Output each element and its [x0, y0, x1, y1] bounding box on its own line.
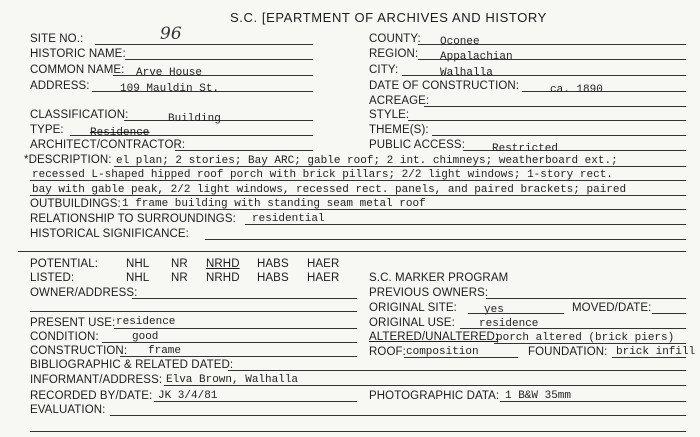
- address-label: ADDRESS:: [30, 80, 90, 92]
- classification-value: Building: [168, 113, 221, 125]
- evaluation-line-2: [30, 431, 686, 432]
- description-line-1: el plan; 2 stories; Bay ARC; gable roof; 2 int. chimneys; weatherboard ext.;: [116, 155, 618, 167]
- original-use-label: ORIGINAL USE:: [369, 317, 455, 329]
- altered-line: [494, 343, 686, 344]
- county-label: COUNTY:: [369, 33, 421, 45]
- classification-label: CLASSIFICATION:: [30, 109, 129, 121]
- public-access-value: Restricted: [492, 143, 559, 155]
- architect-line: [175, 150, 313, 151]
- theme-label: THEME(S):: [369, 124, 429, 136]
- description-underline-1: [114, 166, 686, 167]
- foundation-line: [612, 357, 686, 358]
- relationship-line: [245, 224, 686, 225]
- potential-nr: NR: [171, 258, 188, 270]
- informant-value: Elva Brown, Walhalla: [166, 374, 299, 386]
- moved-date-line: [652, 313, 686, 314]
- description-line-2: recessed L-shaped hipped roof porch with brick pillars; 2/2 light windows; 1-story rect.: [32, 169, 613, 181]
- photo-value: 1 B&W 35mm: [505, 390, 572, 402]
- listed-label: LISTED:: [30, 272, 75, 284]
- theme-line: [432, 135, 686, 136]
- description-label: *DESCRIPTION:: [24, 154, 112, 166]
- condition-value: good: [132, 331, 159, 343]
- significance-label: HISTORICAL SIGNIFICANCE:: [30, 228, 189, 240]
- acreage-label: ACREAGE:: [369, 95, 430, 107]
- listed-haer: HAER: [307, 272, 340, 284]
- historic-name-label: HISTORIC NAME:: [30, 48, 126, 60]
- type-label: TYPE:: [30, 124, 64, 136]
- potential-haer: HAER: [307, 258, 340, 270]
- condition-line: [102, 342, 357, 343]
- roof-value: composition: [406, 346, 479, 358]
- city-label: CITY:: [369, 64, 399, 76]
- marker-program-label: S.C. MARKER PROGRAM: [369, 272, 509, 284]
- present-use-label: PRESENT USE:: [30, 317, 116, 329]
- city-value: Walhalla: [440, 67, 493, 79]
- date-label: DATE OF CONSTRUCTION:: [369, 80, 520, 92]
- form-title: S.C. [EPARTMENT OF ARCHIVES AND HISTORY: [230, 10, 547, 25]
- listed-nrhd: NRHD: [206, 272, 240, 284]
- bibliographic-label: BIBLIOGRAPHIC & RELATED DATED:: [30, 359, 234, 371]
- address-value: 109 Mauldin St.: [120, 83, 220, 95]
- acreage-line: [424, 106, 686, 107]
- listed-habs: HABS: [257, 272, 289, 284]
- informant-line: [164, 385, 686, 386]
- present-use-value: residence: [116, 316, 176, 328]
- description-underline-2: [30, 180, 686, 181]
- significance-line: [205, 239, 686, 240]
- construction-label: CONSTRUCTION:: [30, 345, 128, 357]
- recorded-value: JK 3/4/81: [158, 390, 218, 402]
- original-site-line: [468, 313, 564, 314]
- county-value: Oconee: [440, 36, 480, 48]
- public-access-label: PUBLIC ACCESS:: [369, 139, 465, 151]
- region-label: REGION:: [369, 48, 419, 60]
- outbuildings-value: 1 frame building with standing seam metal roof: [122, 198, 426, 210]
- construction-value: frame: [148, 345, 182, 357]
- evaluation-label: EVALUATION:: [30, 404, 106, 416]
- potential-nrhd: NRHD: [206, 258, 240, 270]
- common-name-value: Arve House: [136, 67, 203, 79]
- previous-owners-label: PREVIOUS OWNERS:: [369, 287, 489, 299]
- style-line: [408, 120, 686, 121]
- photo-line: [500, 401, 686, 402]
- bibliographic-line: [228, 370, 686, 371]
- owner-label: OWNER/ADDRESS:: [30, 287, 138, 299]
- common-name-label: COMMON NAME:: [30, 64, 125, 76]
- present-use-line: [114, 328, 357, 329]
- listed-nhl: NHL: [126, 272, 150, 284]
- outbuildings-label: OUTBUILDINGS:: [30, 198, 121, 210]
- previous-owners-line: [486, 298, 686, 299]
- potential-nhl: NHL: [126, 258, 150, 270]
- region-value: Appalachian: [440, 51, 513, 63]
- date-value: ca. 1890: [550, 84, 603, 96]
- altered-label-text: ALTERED/UNALTERED:: [369, 331, 499, 343]
- site-no-line: [95, 44, 313, 45]
- style-label: STYLE:: [369, 109, 410, 121]
- relationship-value: residential: [252, 213, 325, 225]
- historic-name-line: [125, 59, 313, 60]
- foundation-value: brick infill: [616, 346, 696, 358]
- outbuildings-line: [120, 209, 686, 210]
- listed-nr: NR: [171, 272, 188, 284]
- potential-habs: HABS: [257, 258, 289, 270]
- original-site-value: yes: [484, 304, 504, 316]
- original-site-label: ORIGINAL SITE:: [369, 302, 457, 314]
- date-line: [522, 91, 686, 92]
- owner-line-2: [30, 311, 357, 312]
- roof-line: [404, 357, 518, 358]
- altered-value: porch altered (brick piers): [496, 332, 675, 344]
- informant-label: INFORMANT/ADDRESS:: [30, 374, 163, 386]
- relationship-label: RELATIONSHIP TO SURROUNDINGS:: [30, 213, 236, 225]
- architect-label: ARCHITECT/CONTRACTOR:: [30, 139, 186, 151]
- evaluation-line: [110, 415, 686, 416]
- altered-label: [369, 331, 498, 343]
- original-use-line: [460, 328, 686, 329]
- original-use-value: residence: [479, 318, 539, 330]
- description-line-3: bay with gable peak, 2/2 light windows, recessed rect. panels, and paired brackets; paired: [32, 184, 627, 196]
- site-no-label: SITE NO.:: [30, 33, 84, 45]
- construction-line: [120, 356, 357, 357]
- moved-date-label: MOVED/DATE:: [572, 302, 652, 314]
- section-divider: [18, 251, 686, 252]
- type-value: Residence: [90, 127, 150, 139]
- condition-label: CONDITION:: [30, 331, 99, 343]
- description-underline-3: [30, 195, 686, 196]
- potential-label: POTENTIAL:: [30, 258, 99, 270]
- foundation-label: FOUNDATION:: [528, 346, 608, 358]
- roof-label: ROOF:: [369, 346, 406, 358]
- recorded-line: [154, 401, 357, 402]
- site-no-value: 96: [160, 24, 182, 44]
- recorded-label: RECORDED BY/DATE:: [30, 390, 153, 402]
- owner-line: [132, 298, 357, 299]
- photo-label: PHOTOGRAPHIC DATA:: [369, 390, 500, 402]
